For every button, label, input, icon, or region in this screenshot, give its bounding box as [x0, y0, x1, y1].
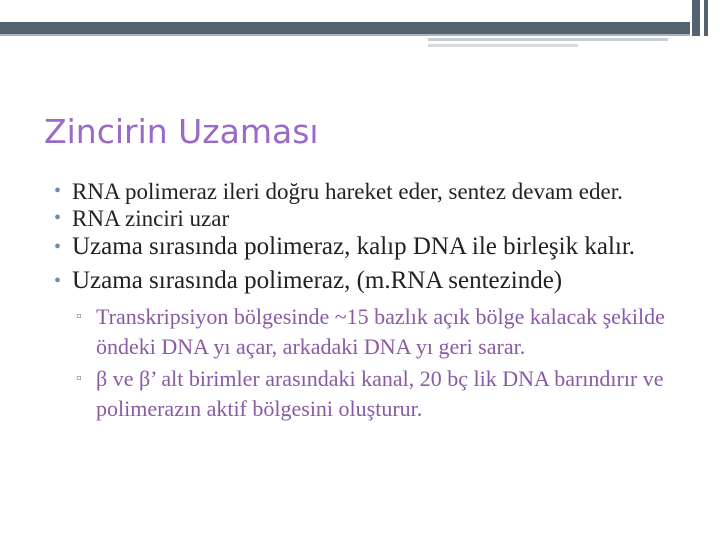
slide-title: Zincirin Uzaması: [44, 112, 319, 151]
sub-bullet-item: [76, 302, 690, 362]
sub-bullet-text-part1: β ve β’ alt birimler arasındaki kanal,: [96, 366, 420, 391]
top-light-stripe: [0, 34, 690, 36]
bullet-dot-icon: •: [54, 180, 62, 202]
sub-bullet-text-part2: öndeki DNA yı açar, arkadaki DNA yı geri sarar.: [96, 334, 526, 359]
top-right-bar-thin: [704, 0, 708, 36]
bullet-item: [50, 232, 690, 262]
sub-bullet-text-part1: Transkripsiyon bölgesinde ~15 bazlık açık bölge kalacak şekilde: [96, 304, 665, 329]
sub-bullet-item: [76, 364, 690, 424]
top-decorative-band: [0, 0, 720, 26]
top-accent-line-short: [428, 44, 578, 47]
bullet-dot-icon: •: [54, 270, 62, 292]
bullet-item: [50, 205, 690, 232]
bullet-text: RNA polimeraz ileri doğru hareket eder, sentez devam eder.: [72, 179, 623, 204]
sub-bullet-square-icon: ▫: [76, 370, 82, 387]
top-accent-line: [428, 38, 668, 41]
bullet-text: Uzama sırasında polimeraz, kalıp DNA ile birleşik kalır.: [72, 233, 636, 260]
bullet-text: RNA zinciri uzar: [72, 206, 230, 231]
top-dark-stripe: [0, 22, 690, 34]
sub-bullet-text-part2: 20 bç lik DNA barındırır ve polimerazın aktif bölgesini oluşturur.: [96, 366, 664, 421]
bullet-text: Uzama sırasında polimeraz, (m.RNA sentezinde): [72, 267, 563, 294]
top-right-bar: [692, 0, 700, 36]
bullet-item: [50, 178, 690, 205]
bullet-dot-icon: •: [54, 236, 62, 258]
bullet-item: [50, 266, 690, 296]
bullet-dot-icon: •: [54, 207, 62, 229]
slide-content: [50, 178, 690, 424]
sub-bullet-square-icon: ▫: [76, 308, 82, 325]
